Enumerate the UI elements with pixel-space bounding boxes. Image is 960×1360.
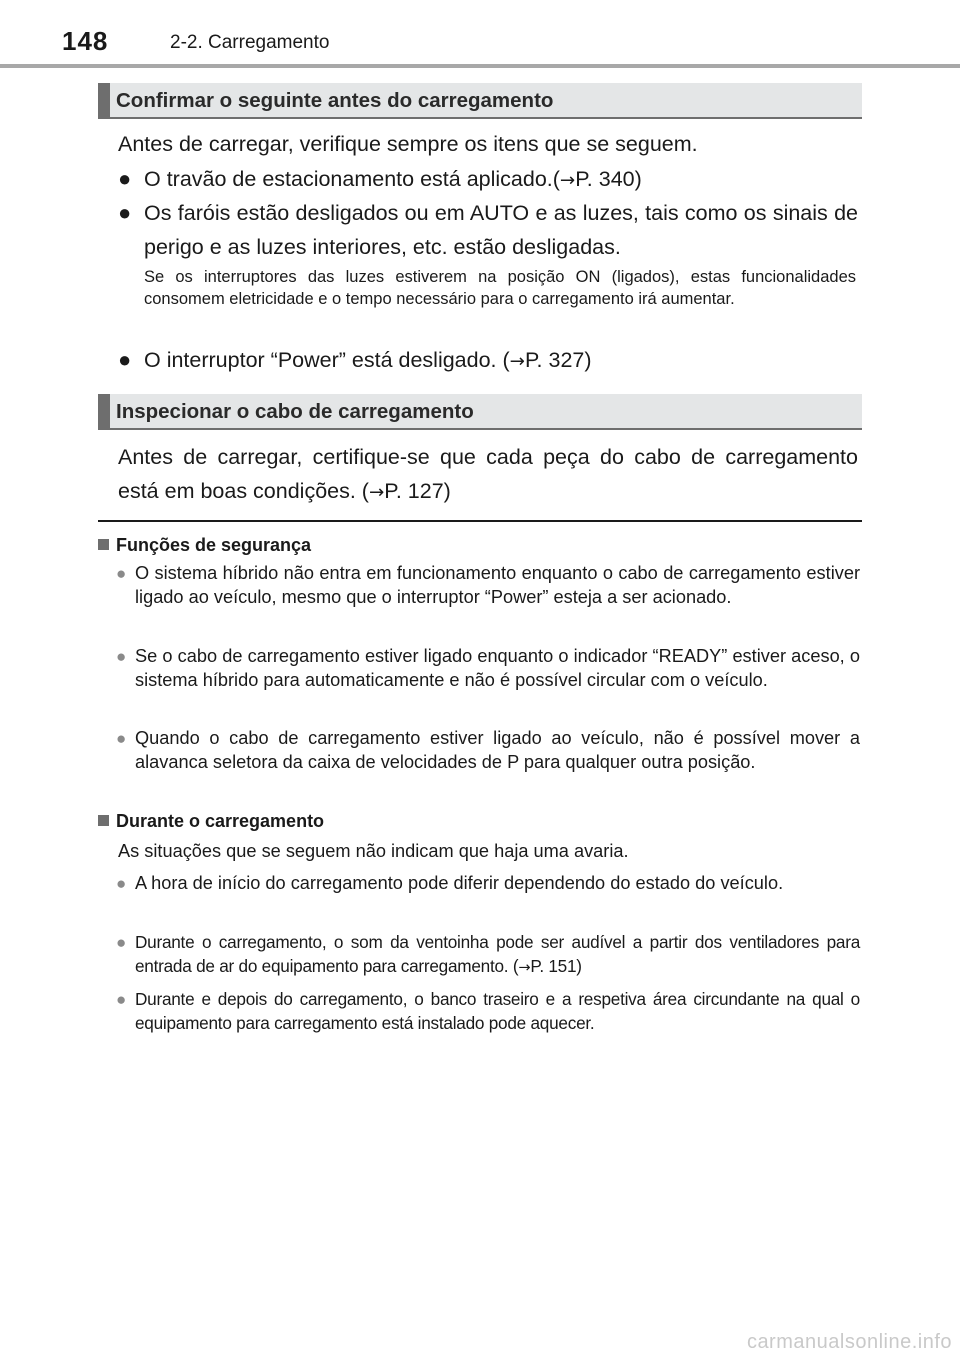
subheading-text: Durante o carregamento (116, 811, 325, 831)
lights-note: Se os interruptores das luzes estiverem na posição ON (ligados), estas funcionalidades consomem eletricidade e o tempo necessário para o carregamento irá aumentar. (144, 268, 856, 308)
checklist-item-power-switch (118, 343, 858, 379)
item-text: Os faróis estão desligados ou em AUTO e as luzes, tais como os sinais de perigo e as luzes interiores, etc. estão desligadas. (144, 201, 858, 259)
heading-bar (98, 394, 110, 428)
section-heading-inspect-cable (98, 394, 862, 430)
subheading-safety (98, 535, 311, 556)
bullet-icon: ● (118, 166, 132, 191)
item-text: O interruptor “Power” está desligado. ( (144, 348, 510, 372)
page-reference: P. 327) (524, 348, 592, 372)
bullet-icon: ● (116, 564, 127, 583)
item-text: Durante e depois do carregamento, o banco traseiro e a respetiva área circundante na qual o equipamento para carregamento está instalado pode aquecer. (135, 989, 860, 1033)
section-title: Inspecionar o cabo de carregamento (116, 400, 474, 423)
divider (98, 520, 862, 522)
item-text: Quando o cabo de carregamento estiver ligado ao veículo, não é possível mover a alavanca seletora da caixa de velocidades de P para qualquer outra posição. (135, 728, 860, 772)
watermark: carmanualsonline.info (746, 1331, 952, 1353)
arrow-right-icon: → (368, 482, 385, 503)
item-text: O sistema híbrido não entra em funcionamento enquanto o cabo de carregamento estiver ligado ao veículo, mesmo que o interruptor “Power” esteja a ser acionado. (135, 563, 860, 607)
checklist-item-lights (118, 196, 858, 264)
bullet-icon: ● (118, 200, 132, 225)
bullet-icon: ● (116, 647, 127, 666)
safety-item-3 (116, 727, 860, 774)
heading-bar (98, 83, 110, 117)
section-title: Confirmar o seguinte antes do carregamento (116, 89, 554, 112)
item-text: A hora de início do carregamento pode diferir dependendo do estado do veículo. (135, 873, 784, 893)
bullet-icon: ● (116, 874, 127, 893)
section-heading-confirm (98, 83, 862, 119)
during-item-3 (116, 988, 860, 1035)
bullet-icon: ● (116, 729, 127, 748)
during-item-1 (116, 872, 860, 896)
bullet-icon: ● (116, 933, 127, 952)
header-rule (0, 64, 960, 68)
safety-item-1 (116, 562, 860, 609)
checklist-item-parking-brake (118, 162, 858, 198)
subheading-text: Funções de segurança (116, 535, 312, 555)
item-text: O travão de estacionamento está aplicado.( (144, 167, 560, 191)
bullet-icon: ● (118, 347, 132, 372)
item-text: Durante o carregamento, o som da ventoinha pode ser audível a partir dos ventiladores para entrada de ar do equipamento para carregamento. ( (135, 932, 860, 976)
safety-item-2 (116, 645, 860, 692)
bullet-icon: ● (116, 990, 127, 1009)
section1-intro: Antes de carregar, verifique sempre os itens que se seguem. (118, 132, 698, 156)
arrow-right-icon: → (518, 958, 531, 976)
section2-body (118, 440, 858, 510)
item-text: Se o cabo de carregamento estiver ligado enquanto o indicador “READY” estiver aceso, o sistema híbrido para automaticamente e não é possível circular com o veículo. (135, 646, 860, 690)
page-reference: P. 151) (530, 955, 582, 976)
during-item-2 (116, 931, 860, 979)
arrow-right-icon: → (509, 351, 525, 372)
during-intro: As situações que se seguem não indicam que haja uma avaria. (118, 841, 629, 861)
square-bullet-icon (98, 815, 109, 826)
page-reference: P. 340) (575, 167, 642, 191)
square-bullet-icon (98, 539, 109, 550)
body-text: Antes de carregar, certifique-se que cada peça do cabo de carregamento está em boas condições. ( (118, 445, 858, 503)
running-head: 2-2. Carregamento (170, 32, 330, 53)
arrow-right-icon: → (559, 170, 576, 191)
page-number: 148 (62, 26, 109, 56)
page-reference: P. 127) (384, 479, 451, 503)
subheading-during-charging (98, 811, 324, 832)
